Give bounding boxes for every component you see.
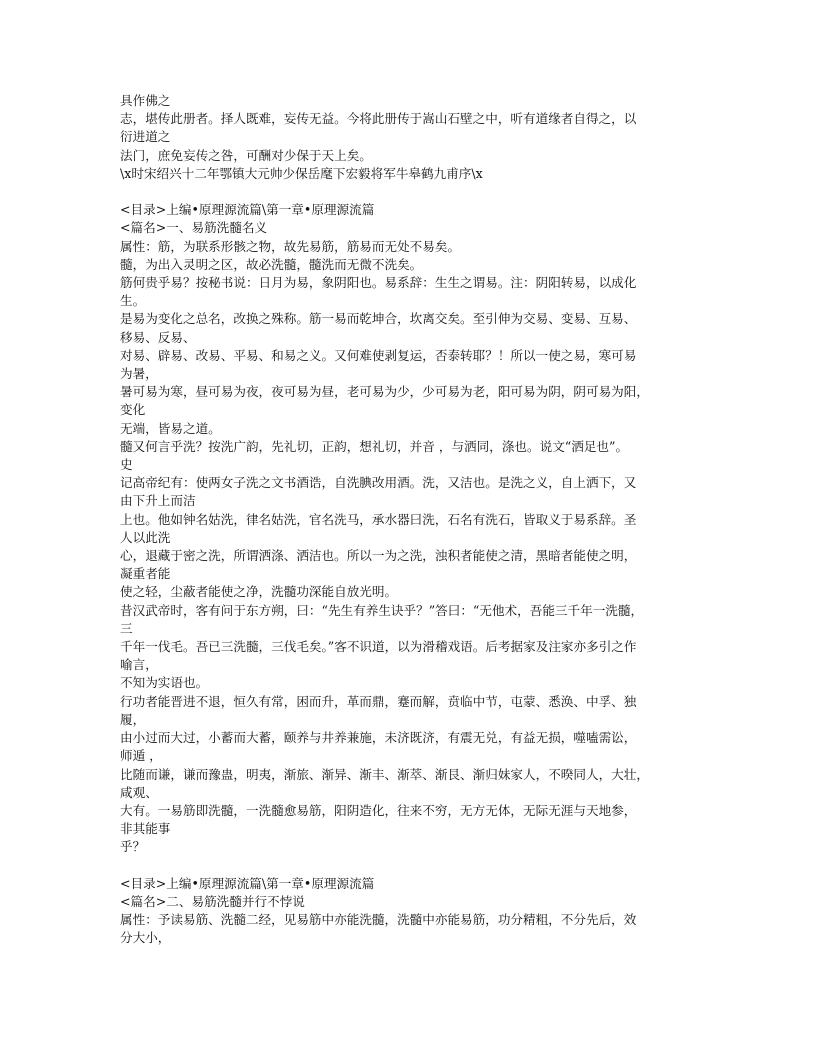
text-line: 为暑， xyxy=(120,366,158,382)
toc-heading: <目录>上编•原理源流篇\第一章•原理源流篇 xyxy=(120,202,375,218)
text-line: 使之轻，尘蔽者能使之净，洗髓功深能自放光明。 xyxy=(120,584,398,600)
text-line: 三 xyxy=(120,620,133,636)
text-line: 不知为实语也。 xyxy=(120,675,209,691)
text-line: 髓，为出入灵明之区，故必洗髓，髓洗而无微不洗矣。 xyxy=(120,256,423,272)
text-line: 对易、辟易、改易、平易、和易之义。又何难使剥复运，否泰转耶？！所以一使之易，寒可易 xyxy=(120,347,637,363)
text-line: 由下升上而洁 xyxy=(120,493,196,509)
text-line: 非其能事 xyxy=(120,821,171,837)
paragraph-gap xyxy=(120,857,700,875)
text-line: 千年一伐毛。吾已三洗髓，三伐毛矣。”客不识道，以为滑稽戏语。后考据家及注家亦多引之作 xyxy=(120,639,637,655)
text-line: 喻言， xyxy=(120,657,158,673)
text-line: 凝重者能 xyxy=(120,566,171,582)
intro-block xyxy=(120,92,700,183)
chapter-title: <篇名>二、易筋洗髓并行不悖说 xyxy=(120,893,305,909)
text-line: 分大小， xyxy=(120,930,171,946)
text-line: 心，退藏于密之洗，所谓洒涤、洒洁也。所以一为之洗，浊积者能使之清，黑暗者能使之明， xyxy=(120,548,637,564)
text-line: 变化 xyxy=(120,402,146,418)
text-line: 由小过而大过，小蓄而大蓄，颐养与井养兼施，未济既济，有震无兑，有益无损，噬嗑需讼， xyxy=(120,730,637,746)
text-line: 是易为变化之总名，改换之殊称。筋一易而乾坤合，坎离交矣。至引伸为交易、变易、互易、 xyxy=(120,311,637,327)
toc-heading: <目录>上编•原理源流篇\第一章•原理源流篇 xyxy=(120,875,375,891)
text-line: 比随而谦，谦而豫蛊，明夷，渐旅、渐异、渐丰、渐萃、渐艮、渐归妹家人，不暌同人，大壮， xyxy=(120,766,649,782)
text-line: 无端，皆易之道。 xyxy=(120,420,221,436)
text-line: 人以此洗 xyxy=(120,529,171,545)
text-line: 大有。一易筋即洗髓，一洗髓愈易筋，阳阴造化，往来不穷，无方无体，无际无涯与天地参， xyxy=(120,802,637,818)
chapter-title: <篇名>一、易筋洗髓名义 xyxy=(120,220,268,236)
paragraph-gap xyxy=(120,183,700,201)
text-line: 履， xyxy=(120,711,146,727)
text-line: 筋何贵乎易？按秘书说：日月为易，象阴阳也。易系辞：生生之谓易。注：阴阳转易，以成化 xyxy=(120,275,637,291)
section-1 xyxy=(120,201,700,856)
text-line: 属性：筋，为联系形骸之物，故先易筋，筋易而无处不易矣。 xyxy=(120,238,461,254)
text-line: 咸观、 xyxy=(120,784,158,800)
text-line: 师遁 ， xyxy=(120,748,162,764)
text-line: 记高帝纪有：使两女子洗之文书酒诰，自洗腆改用酒。洗，又洁也。是洗之义，自上洒下，又 xyxy=(120,475,637,491)
text-line: 上也。他如钟名姑洗，律名姑洗，官名洗马，承水器曰洗，石名有洗石，皆取义于易系辞。圣 xyxy=(120,511,637,527)
text-line: 髓又何言乎洗？按洗广韵，先礼切，正韵，想礼切，并音 ，与洒同，涤也。说文“洒足也”。 xyxy=(120,438,629,454)
text-line: 属性：予读易筋、洗髓二经，见易筋中亦能洗髓，洗髓中亦能易筋，功分精粗，不分先后，效 xyxy=(120,912,637,928)
text-line: 法门，庶免妄传之咎，可酬对少保于天上矣。 xyxy=(120,147,372,163)
text-line: 志，堪传此册者。择人既难，妄传无益。今将此册传于嵩山石壁之中，听有道缘者自得之，以 xyxy=(120,111,637,127)
text-line: 移易、反易、 xyxy=(120,329,196,345)
document-page xyxy=(120,92,700,948)
text-line: 具作佛之 xyxy=(120,93,171,108)
text-line: 史 xyxy=(120,457,133,473)
text-line: \x时宋绍兴十二年鄂镇大元帅少保岳麾下宏毅将军牛皋鹤九甫序\x xyxy=(120,165,483,181)
text-line: 生。 xyxy=(120,293,146,309)
text-line: 乎？ xyxy=(120,839,146,855)
text-line: 行功者能晋进不退，恒久有常，困而升，革而鼎，蹇而解，贲临中节，屯蒙、悉涣、中孚、独 xyxy=(120,693,637,709)
text-line: 衍进道之 xyxy=(120,129,171,145)
text-line: 暑可易为寒，昼可易为夜，夜可易为昼，老可易为少，少可易为老，阳可易为阴，阴可易为阳， xyxy=(120,384,649,400)
section-2 xyxy=(120,875,700,948)
text-line: 昔汉武帝时，客有问于东方朔，曰：“先生有养生诀乎？”答曰：“无他术，吾能三千年一洗髓， xyxy=(120,602,644,618)
